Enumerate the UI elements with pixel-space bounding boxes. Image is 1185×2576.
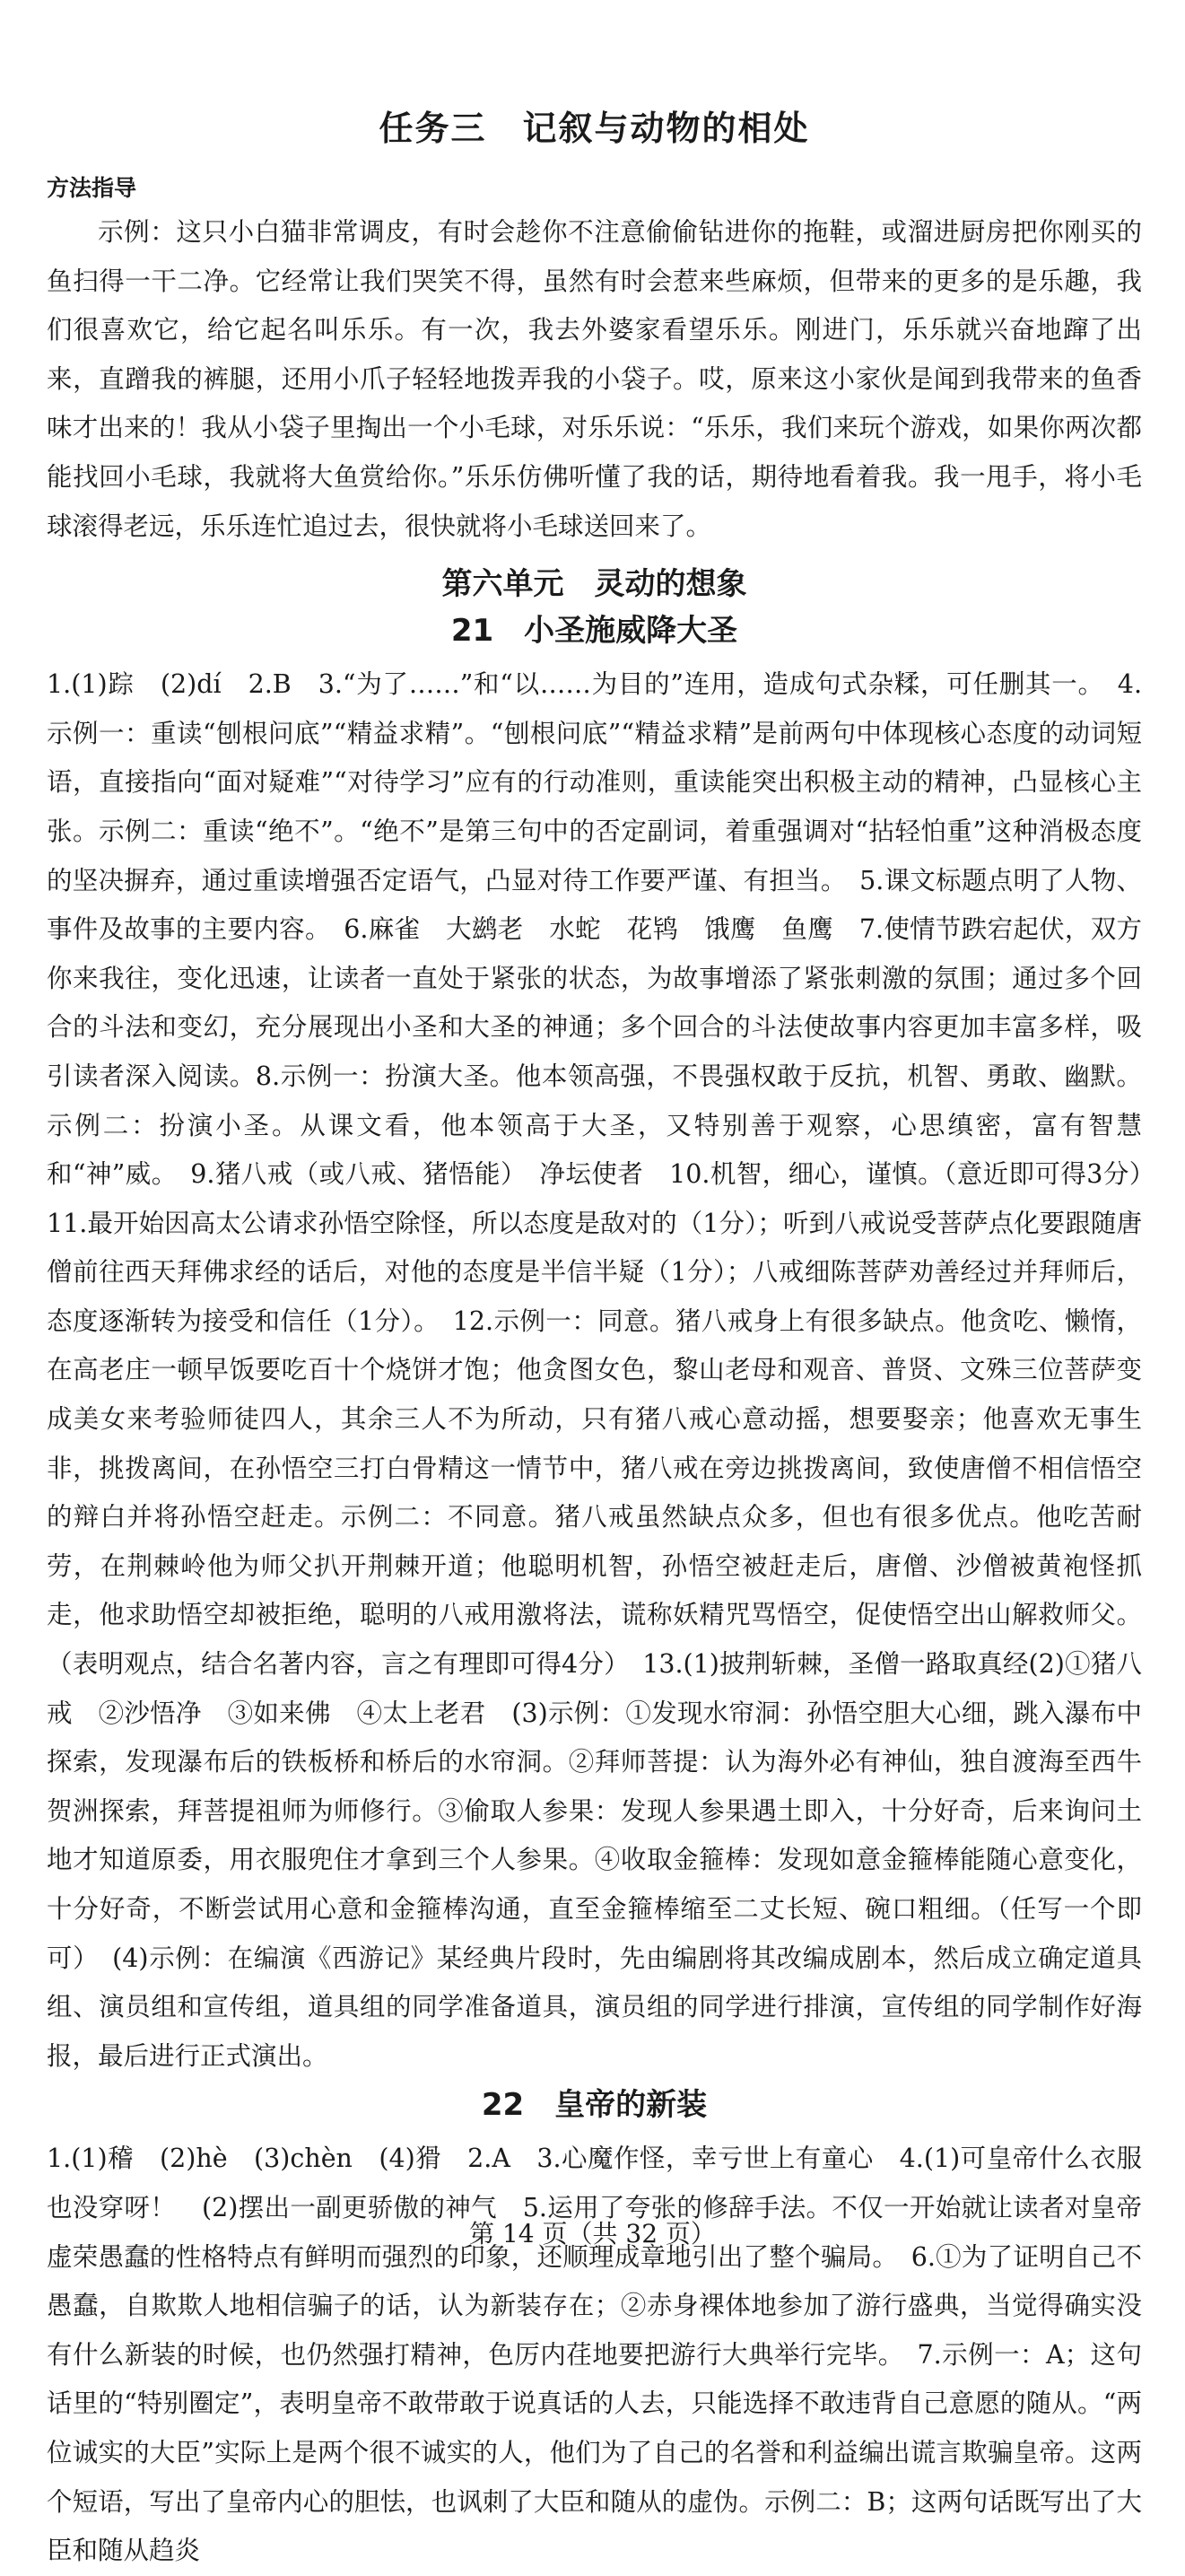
lesson-22-answers: 1.(1)稽 (2)hè (3)chèn (4)猾 2.A 3.心魔作怪，幸亏世上有童心 4.(1)可皇帝什么衣服也没穿呀！ (2)摆出一副更骄傲的神气 5.运用了夸张的修辞手法。不仅一开始就让读者对皇帝虚荣愚蠢的性格特点有鲜明而强烈的印象，还顺理成章地引出了整个骗局。 6.①为了证明自己不愚蠢，自欺欺人地相信骗子的话，认为新装存在；②赤身裸体地参加了游行盛典，当觉得确实没有什么新装的时候，也仍然强打精神，色厉内荏地要把游行大典举行完毕。 7.示例一：A；这句话里的“特别圈定”，表明皇帝不敢带敢于说真话的人去，只能选择不敢违背自己意愿的随从。“两位诚实的大臣”实际上是两个很不诚实的人，他们为了自己的名誉和利益编出谎言欺骗皇帝。这两个短语，写出了皇帝内心的胆怯，也讽刺了大臣和随从的虚伪。示例二：B；这两句话既写出了大臣和随从趋炎 [47, 2144, 1142, 2566]
method-example-paragraph: 示例：这只小白猫非常调皮，有时会趁你不注意偷偷钻进你的拖鞋，或溜进厨房把你刚买的鱼扫得一干二净。它经常让我们哭笑不得，虽然有时会惹来些麻烦，但带来的更多的是乐趣，我们很喜欢它，给它起名叫乐乐。有一次，我去外婆家看望乐乐。刚进门，乐乐就兴奋地蹿了出来，直蹭我的裤腿，还用小爪子轻轻地拨弄我的小袋子。哎，原来这小家伙是闻到我带来的鱼香味才出来的！我从小袋子里掏出一个小毛球，对乐乐说：“乐乐，我们来玩个游戏，如果你两次都能找回小毛球，我就将大鱼赏给你。”乐乐仿佛听懂了我的话，期待地看着我。我一甩手，将小毛球滚得老远，乐乐连忙追过去，很快就将小毛球送回来了。 [47, 217, 1142, 541]
method-guide-label: 方法指导 [47, 175, 137, 201]
task-title: 任务三 记叙与动物的相处 [379, 109, 810, 148]
unit-title: 第六单元 灵动的想象 [441, 566, 747, 603]
lesson-22-title: 22 皇帝的新装 [481, 2087, 708, 2124]
page-footer: 第 14 页（共 32 页） [469, 2219, 716, 2249]
lesson-21-title: 21 小圣施威降大圣 [450, 613, 738, 650]
lesson-21-answers: 1.(1)踪 (2)dí 2.B 3.“为了……”和“以……为目的”连用，造成句式杂糅，可任删其一。 4.示例一：重读“刨根问底”“精益求精”。“刨根问底”“精益求精”是前两句中体现核心态度的动词短语，直接指向“面对疑难”“对待学习”应有的行动准则，重读能突出积极主动的精神，凸显核心主张。示例二：重读“绝不”。“绝不”是第三句中的否定副词，着重强调对“拈轻怕重”这种消极态度的坚决摒弃，通过重读增强否定语气，凸显对待工作要严谨、有担当。 5.课文标题点明了人物、事件及故事的主要内容。 6.麻雀 大鹚老 水蛇 花鸨 饿鹰 鱼鹰 7.使情节跌宕起伏，双方你来我往，变化迅速，让读者一直处于紧张的状态，为故事增添了紧张刺激的氛围；通过多个回合的斗法和变幻，充分展现出小圣和大圣的神通；多个回合的斗法使故事内容更加丰富多样，吸引读者深入阅读。8.示例一：扮演大圣。他本领高强，不畏强权敢于反抗，机智、勇敢、幽默。示例二：扮演小圣。从课文看，他本领高于大圣，又特别善于观察，心思缜密，富有智慧和“神”威。 9.猪八戒（或八戒、猪悟能） 净坛使者 10.机智，细心，谨慎。（意近即可得3分） 11.最开始因高太公请求孙悟空除怪，所以态度是敌对的（1分）；听到八戒说受菩萨点化要跟随唐僧前往西天拜佛求经的话后，对他的态度是半信半疑（1分）；八戒细陈菩萨劝善经过并拜师后，态度逐渐转为接受和信任（1分）。 12.示例一：同意。猪八戒身上有很多缺点。他贪吃、懒惰，在高老庄一顿早饭要吃百十个烧饼才饱；他贪图女色，黎山老母和观音、普贤、文殊三位菩萨变成美女来考验师徒四人，其余三人不为所动，只有猪八戒心意动摇，想要娶亲；他喜欢无事生非，挑拨离间，在孙悟空三打白骨精这一情节中，猪八戒在旁边挑拨离间，致使唐僧不相信悟空的辩白并将孙悟空赶走。示例二：不同意。猪八戒虽然缺点众多，但也有很多优点。他吃苦耐劳，在荆棘岭他为师父扒开荆棘开道；他聪明机智，孙悟空被赶走后，唐僧、沙僧被黄袍怪抓走，他求助悟空却被拒绝，聪明的八戒用激将法，谎称妖精咒骂悟空，促使悟空出山解救师父。（表明观点，结合名著内容，言之有理即可得4分） 13.(1)披荆斩棘，圣僧一路取真经(2)①猪八戒 ②沙悟净 ③如来佛 ④太上老君 (3)示例：①发现水帘洞：孙悟空胆大心细，跳入瀑布中探索，发现瀑布后的铁板桥和桥后的水帘洞。②拜师菩提：认为海外必有神仙，独自渡海至西牛贺洲探索，拜菩提祖师为师修行。③偷取人参果：发现人参果遇土即入，十分好奇，后来询问土地才知道原委，用衣服兜住才拿到三个人参果。④收取金箍棒：发现如意金箍棒能随心意变化，十分好奇，不断尝试用心意和金箍棒沟通，直至金箍棒缩至二丈长短、碗口粗细。（任写一个即可） (4)示例：在编演《西游记》某经典片段时，先由编剧将其改编成剧本，然后成立确定道具组、演员组和宣传组，道具组的同学准备道具，演员组的同学进行排演，宣传组的同学制作好海报，最后进行正式演出。 [47, 669, 1168, 2071]
